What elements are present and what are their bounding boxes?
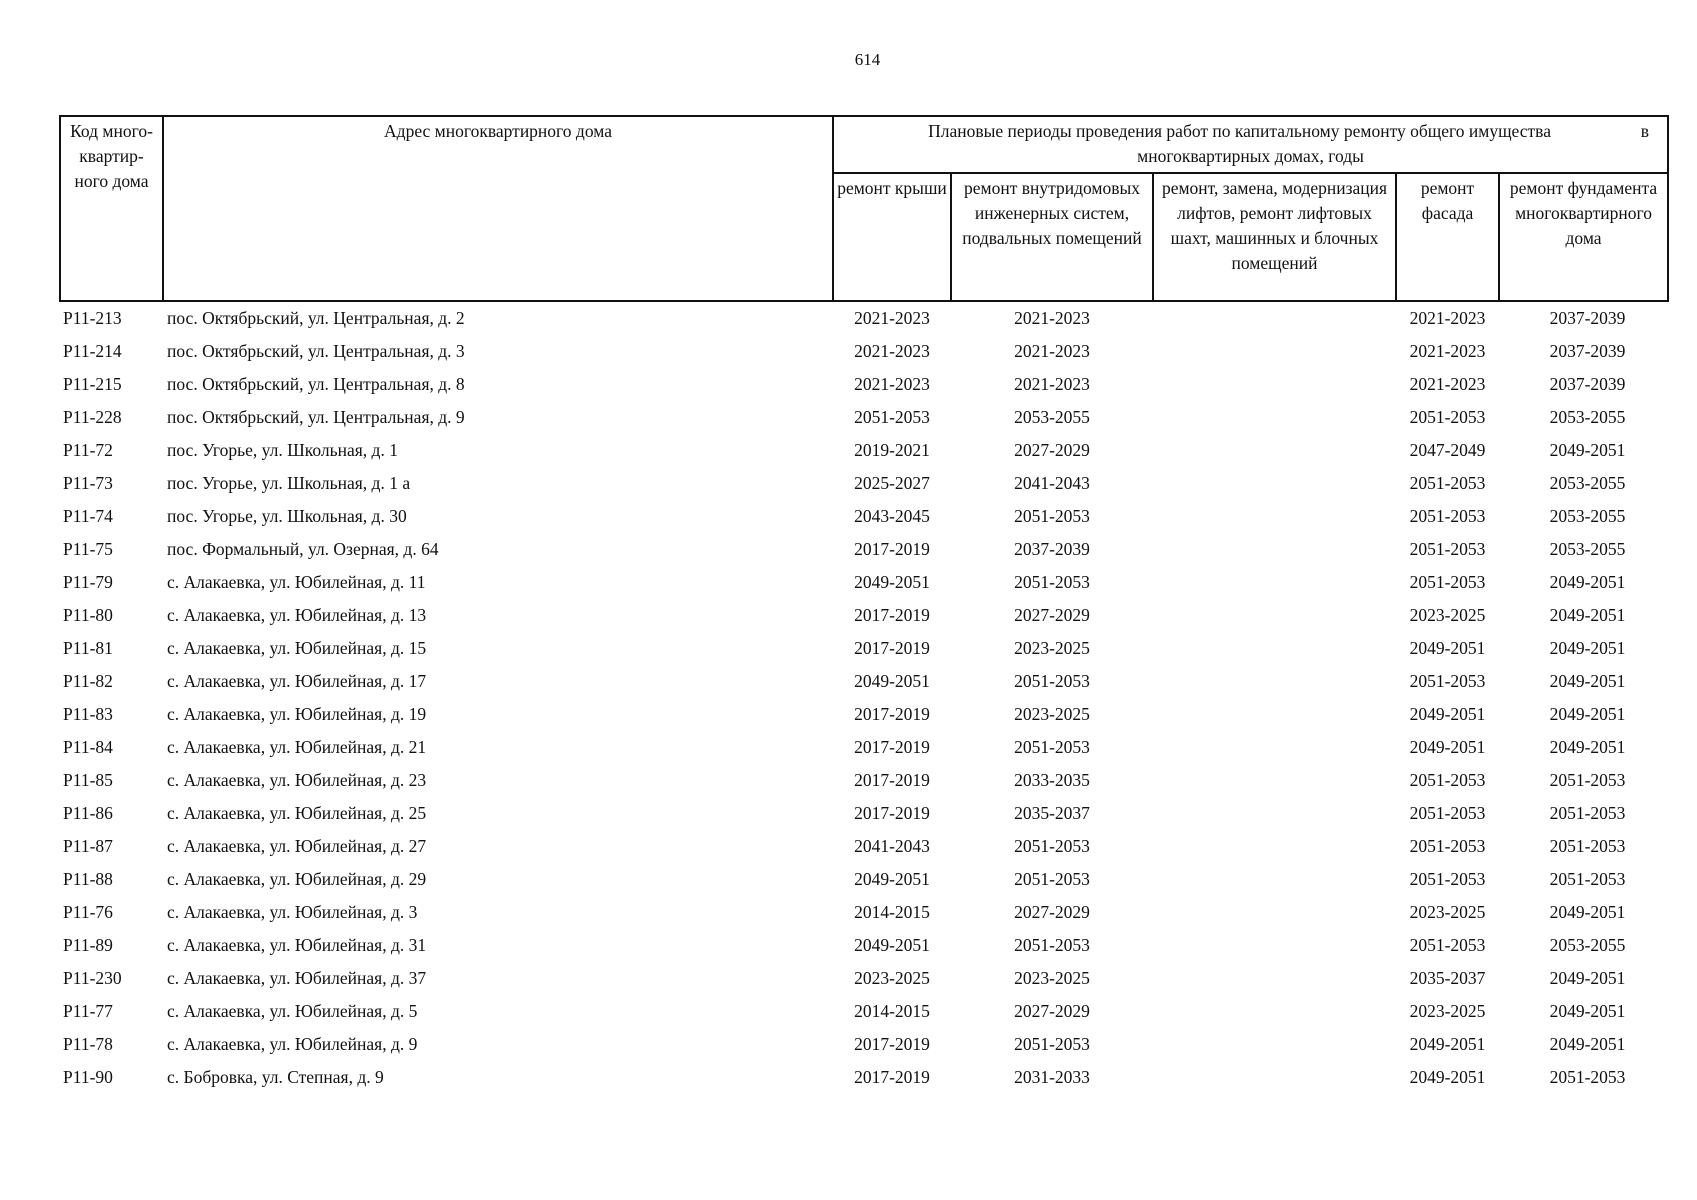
cell-facade: 2023-2025 [1409,1001,1486,1021]
cell-code: Р11-88 [63,869,113,889]
cell-foundation: 2049-2051 [1549,1034,1626,1054]
cell-lifts [1153,863,1396,896]
cell-address: с. Алакаевка, ул. Юбилейная, д. 3 [167,902,418,922]
cell-lifts [1153,301,1396,335]
table-row [60,1028,1668,1061]
cell-lifts [1153,896,1396,929]
header-code: Код много-квартир-ного дома [60,116,163,301]
cell-facade: 2023-2025 [1409,605,1486,625]
cell-engineering: 2053-2055 [1014,407,1090,427]
table-header [60,116,1668,301]
cell-engineering: 2021-2023 [1014,341,1090,361]
cell-facade: 2021-2023 [1409,341,1486,361]
cell-facade: 2021-2023 [1409,374,1486,394]
cell-engineering: 2023-2025 [1014,704,1090,724]
cell-roof: 2049-2051 [854,935,930,955]
cell-address: с. Алакаевка, ул. Юбилейная, д. 27 [167,836,427,856]
cell-code: Р11-86 [63,803,113,823]
header-planned-periods-in: в [1640,121,1650,141]
cell-engineering: 2027-2029 [1014,902,1090,922]
cell-code: Р11-72 [63,440,113,460]
cell-roof: 2017-2019 [854,539,930,559]
table-row [60,1061,1668,1094]
page-number: 614 [854,50,881,69]
cell-engineering: 2021-2023 [1014,308,1090,328]
cell-engineering: 2023-2025 [1014,968,1090,988]
table-row [60,632,1668,665]
cell-roof: 2021-2023 [854,341,930,361]
cell-code: Р11-87 [63,836,113,856]
cell-facade: 2051-2053 [1409,836,1486,856]
capital-repair-schedule-table [59,115,1669,1094]
table-row [60,467,1668,500]
table-row [60,896,1668,929]
table-row [60,698,1668,731]
cell-lifts [1153,566,1396,599]
cell-code: Р11-215 [63,374,122,394]
table-row [60,764,1668,797]
cell-code: Р11-78 [63,1034,113,1054]
cell-roof: 2017-2019 [854,770,930,790]
cell-code: Р11-83 [63,704,113,724]
cell-code: Р11-75 [63,539,113,559]
cell-engineering: 2041-2043 [1014,473,1090,493]
cell-foundation: 2049-2051 [1549,704,1626,724]
table-row [60,665,1668,698]
cell-engineering: 2027-2029 [1014,440,1090,460]
cell-address: с. Алакаевка, ул. Юбилейная, д. 25 [167,803,427,823]
cell-address: с. Алакаевка, ул. Юбилейная, д. 29 [167,869,427,889]
cell-engineering: 2051-2053 [1014,869,1090,889]
cell-facade: 2051-2053 [1409,770,1486,790]
cell-engineering: 2051-2053 [1014,572,1090,592]
cell-engineering: 2051-2053 [1014,1034,1090,1054]
cell-code: Р11-74 [63,506,113,526]
cell-foundation: 2049-2051 [1549,572,1626,592]
cell-roof: 2017-2019 [854,1034,930,1054]
cell-roof: 2023-2025 [854,968,930,988]
cell-foundation: 2053-2055 [1549,506,1626,526]
cell-lifts [1153,995,1396,1028]
header-planned-periods [833,116,1668,173]
cell-facade: 2051-2053 [1409,869,1486,889]
cell-code: Р11-90 [63,1067,113,1087]
cell-address: пос. Угорье, ул. Школьная, д. 30 [167,506,407,526]
cell-facade: 2051-2053 [1409,935,1486,955]
cell-engineering: 2051-2053 [1014,506,1090,526]
cell-lifts [1153,599,1396,632]
cell-code: Р11-76 [63,902,113,922]
cell-facade: 2051-2053 [1409,671,1486,691]
table-row [60,797,1668,830]
cell-address: пос. Октябрьский, ул. Центральная, д. 9 [167,407,465,427]
cell-lifts [1153,368,1396,401]
cell-roof: 2017-2019 [854,1067,930,1087]
cell-facade: 2051-2053 [1409,803,1486,823]
cell-engineering: 2033-2035 [1014,770,1090,790]
table-row [60,929,1668,962]
cell-roof: 2017-2019 [854,737,930,757]
table-row [60,434,1668,467]
cell-address: пос. Октябрьский, ул. Центральная, д. 8 [167,374,465,394]
cell-address: с. Алакаевка, ул. Юбилейная, д. 13 [167,605,427,625]
cell-lifts [1153,401,1396,434]
cell-lifts [1153,797,1396,830]
cell-lifts [1153,533,1396,566]
header-engineering: ремонт внутридомовых инженерных систем, подвальных помещений [951,173,1153,301]
cell-roof: 2051-2053 [854,407,930,427]
cell-foundation: 2049-2051 [1549,605,1626,625]
table-row [60,731,1668,764]
cell-facade: 2049-2051 [1409,1034,1486,1054]
cell-engineering: 2051-2053 [1014,836,1090,856]
cell-engineering: 2023-2025 [1014,638,1090,658]
cell-code: Р11-73 [63,473,113,493]
cell-address: с. Алакаевка, ул. Юбилейная, д. 5 [167,1001,418,1021]
cell-lifts [1153,830,1396,863]
cell-address: с. Алакаевка, ул. Юбилейная, д. 31 [167,935,427,955]
cell-code: Р11-230 [63,968,122,988]
cell-roof: 2043-2045 [854,506,930,526]
cell-foundation: 2049-2051 [1549,968,1626,988]
cell-roof: 2017-2019 [854,704,930,724]
cell-foundation: 2053-2055 [1549,539,1626,559]
cell-facade: 2051-2053 [1409,572,1486,592]
cell-facade: 2051-2053 [1409,539,1486,559]
cell-facade: 2049-2051 [1409,638,1486,658]
cell-foundation: 2037-2039 [1549,374,1626,394]
cell-lifts [1153,335,1396,368]
header-roof: ремонт крыши [833,173,951,301]
cell-lifts [1153,962,1396,995]
cell-facade: 2047-2049 [1409,440,1486,460]
header-foundation: ремонт фундамента многоквартирного дома [1499,173,1668,301]
table-row [60,500,1668,533]
cell-address: пос. Октябрьский, ул. Центральная, д. 3 [167,341,465,361]
cell-address: с. Алакаевка, ул. Юбилейная, д. 9 [167,1034,418,1054]
cell-roof: 2014-2015 [854,902,930,922]
cell-roof: 2017-2019 [854,803,930,823]
cell-engineering: 2051-2053 [1014,935,1090,955]
cell-roof: 2049-2051 [854,869,930,889]
cell-foundation: 2051-2053 [1549,836,1626,856]
cell-foundation: 2053-2055 [1549,935,1626,955]
cell-foundation: 2051-2053 [1549,770,1626,790]
cell-address: с. Алакаевка, ул. Юбилейная, д. 17 [167,671,427,691]
cell-code: Р11-89 [63,935,113,955]
cell-lifts [1153,500,1396,533]
cell-code: Р11-81 [63,638,113,658]
cell-lifts [1153,632,1396,665]
cell-engineering: 2027-2029 [1014,605,1090,625]
cell-engineering: 2035-2037 [1014,803,1090,823]
table-row [60,533,1668,566]
cell-lifts [1153,731,1396,764]
cell-foundation: 2037-2039 [1549,308,1626,328]
header-address: Адрес многоквартирного дома [163,116,833,301]
cell-roof: 2017-2019 [854,605,930,625]
table-row [60,962,1668,995]
cell-foundation: 2049-2051 [1549,1001,1626,1021]
cell-foundation: 2049-2051 [1549,440,1626,460]
cell-roof: 2025-2027 [854,473,930,493]
cell-address: с. Бобровка, ул. Степная, д. 9 [167,1067,384,1087]
cell-code: Р11-77 [63,1001,113,1021]
cell-foundation: 2051-2053 [1549,1067,1626,1087]
cell-foundation: 2053-2055 [1549,407,1626,427]
cell-facade: 2051-2053 [1409,407,1486,427]
cell-lifts [1153,434,1396,467]
cell-address: с. Алакаевка, ул. Юбилейная, д. 21 [167,737,427,757]
cell-roof: 2014-2015 [854,1001,930,1021]
cell-address: пос. Формальный, ул. Озерная, д. 64 [167,539,439,559]
cell-code: Р11-84 [63,737,113,757]
cell-facade: 2023-2025 [1409,902,1486,922]
header-facade: ремонт фасада [1396,173,1499,301]
table-row [60,863,1668,896]
cell-address: с. Алакаевка, ул. Юбилейная, д. 19 [167,704,427,724]
cell-lifts [1153,764,1396,797]
table-row [60,566,1668,599]
header-lifts: ремонт, замена, модернизация лифтов, ремонт лифтовых шахт, машинных и блочных помещений [1153,173,1396,301]
header-planned-periods-tail: многоквартирных домах, годы [1137,146,1364,166]
cell-lifts [1153,1061,1396,1094]
table-row [60,335,1668,368]
cell-roof: 2019-2021 [854,440,930,460]
cell-address: с. Алакаевка, ул. Юбилейная, д. 23 [167,770,427,790]
cell-roof: 2021-2023 [854,374,930,394]
cell-roof: 2021-2023 [854,308,930,328]
table-row [60,401,1668,434]
cell-facade: 2051-2053 [1409,506,1486,526]
cell-code: Р11-80 [63,605,113,625]
cell-facade: 2049-2051 [1409,737,1486,757]
cell-address: с. Алакаевка, ул. Юбилейная, д. 11 [167,572,426,592]
cell-code: Р11-79 [63,572,113,592]
cell-roof: 2041-2043 [854,836,930,856]
cell-foundation: 2049-2051 [1549,638,1626,658]
cell-foundation: 2037-2039 [1549,341,1626,361]
cell-foundation: 2049-2051 [1549,902,1626,922]
cell-facade: 2021-2023 [1409,308,1486,328]
cell-foundation: 2051-2053 [1549,869,1626,889]
cell-facade: 2051-2053 [1409,473,1486,493]
cell-foundation: 2051-2053 [1549,803,1626,823]
cell-code: Р11-82 [63,671,113,691]
cell-engineering: 2021-2023 [1014,374,1090,394]
cell-address: пос. Угорье, ул. Школьная, д. 1 [167,440,398,460]
header-planned-periods-main: Плановые периоды проведения работ по капитальному ремонту общего имущества [928,121,1551,141]
table-row [60,995,1668,1028]
cell-engineering: 2051-2053 [1014,671,1090,691]
cell-address: с. Алакаевка, ул. Юбилейная, д. 37 [167,968,427,988]
cell-facade: 2049-2051 [1409,1067,1486,1087]
table-row [60,368,1668,401]
cell-roof: 2017-2019 [854,638,930,658]
cell-engineering: 2031-2033 [1014,1067,1090,1087]
cell-code: Р11-213 [63,308,122,328]
cell-engineering: 2037-2039 [1014,539,1090,559]
cell-foundation: 2053-2055 [1549,473,1626,493]
cell-lifts [1153,929,1396,962]
cell-lifts [1153,665,1396,698]
cell-facade: 2035-2037 [1409,968,1486,988]
table-row [60,599,1668,632]
table-row [60,830,1668,863]
cell-lifts [1153,1028,1396,1061]
cell-roof: 2049-2051 [854,572,930,592]
cell-facade: 2049-2051 [1409,704,1486,724]
cell-code: Р11-85 [63,770,113,790]
cell-code: Р11-228 [63,407,122,427]
cell-lifts [1153,467,1396,500]
cell-lifts [1153,698,1396,731]
cell-code: Р11-214 [63,341,122,361]
cell-address: пос. Угорье, ул. Школьная, д. 1 а [167,473,411,493]
cell-roof: 2049-2051 [854,671,930,691]
cell-foundation: 2049-2051 [1549,737,1626,757]
cell-address: с. Алакаевка, ул. Юбилейная, д. 15 [167,638,427,658]
cell-address: пос. Октябрьский, ул. Центральная, д. 2 [167,308,465,328]
cell-engineering: 2051-2053 [1014,737,1090,757]
cell-foundation: 2049-2051 [1549,671,1626,691]
table-body [60,301,1668,1094]
table-row [60,301,1668,335]
cell-engineering: 2027-2029 [1014,1001,1090,1021]
